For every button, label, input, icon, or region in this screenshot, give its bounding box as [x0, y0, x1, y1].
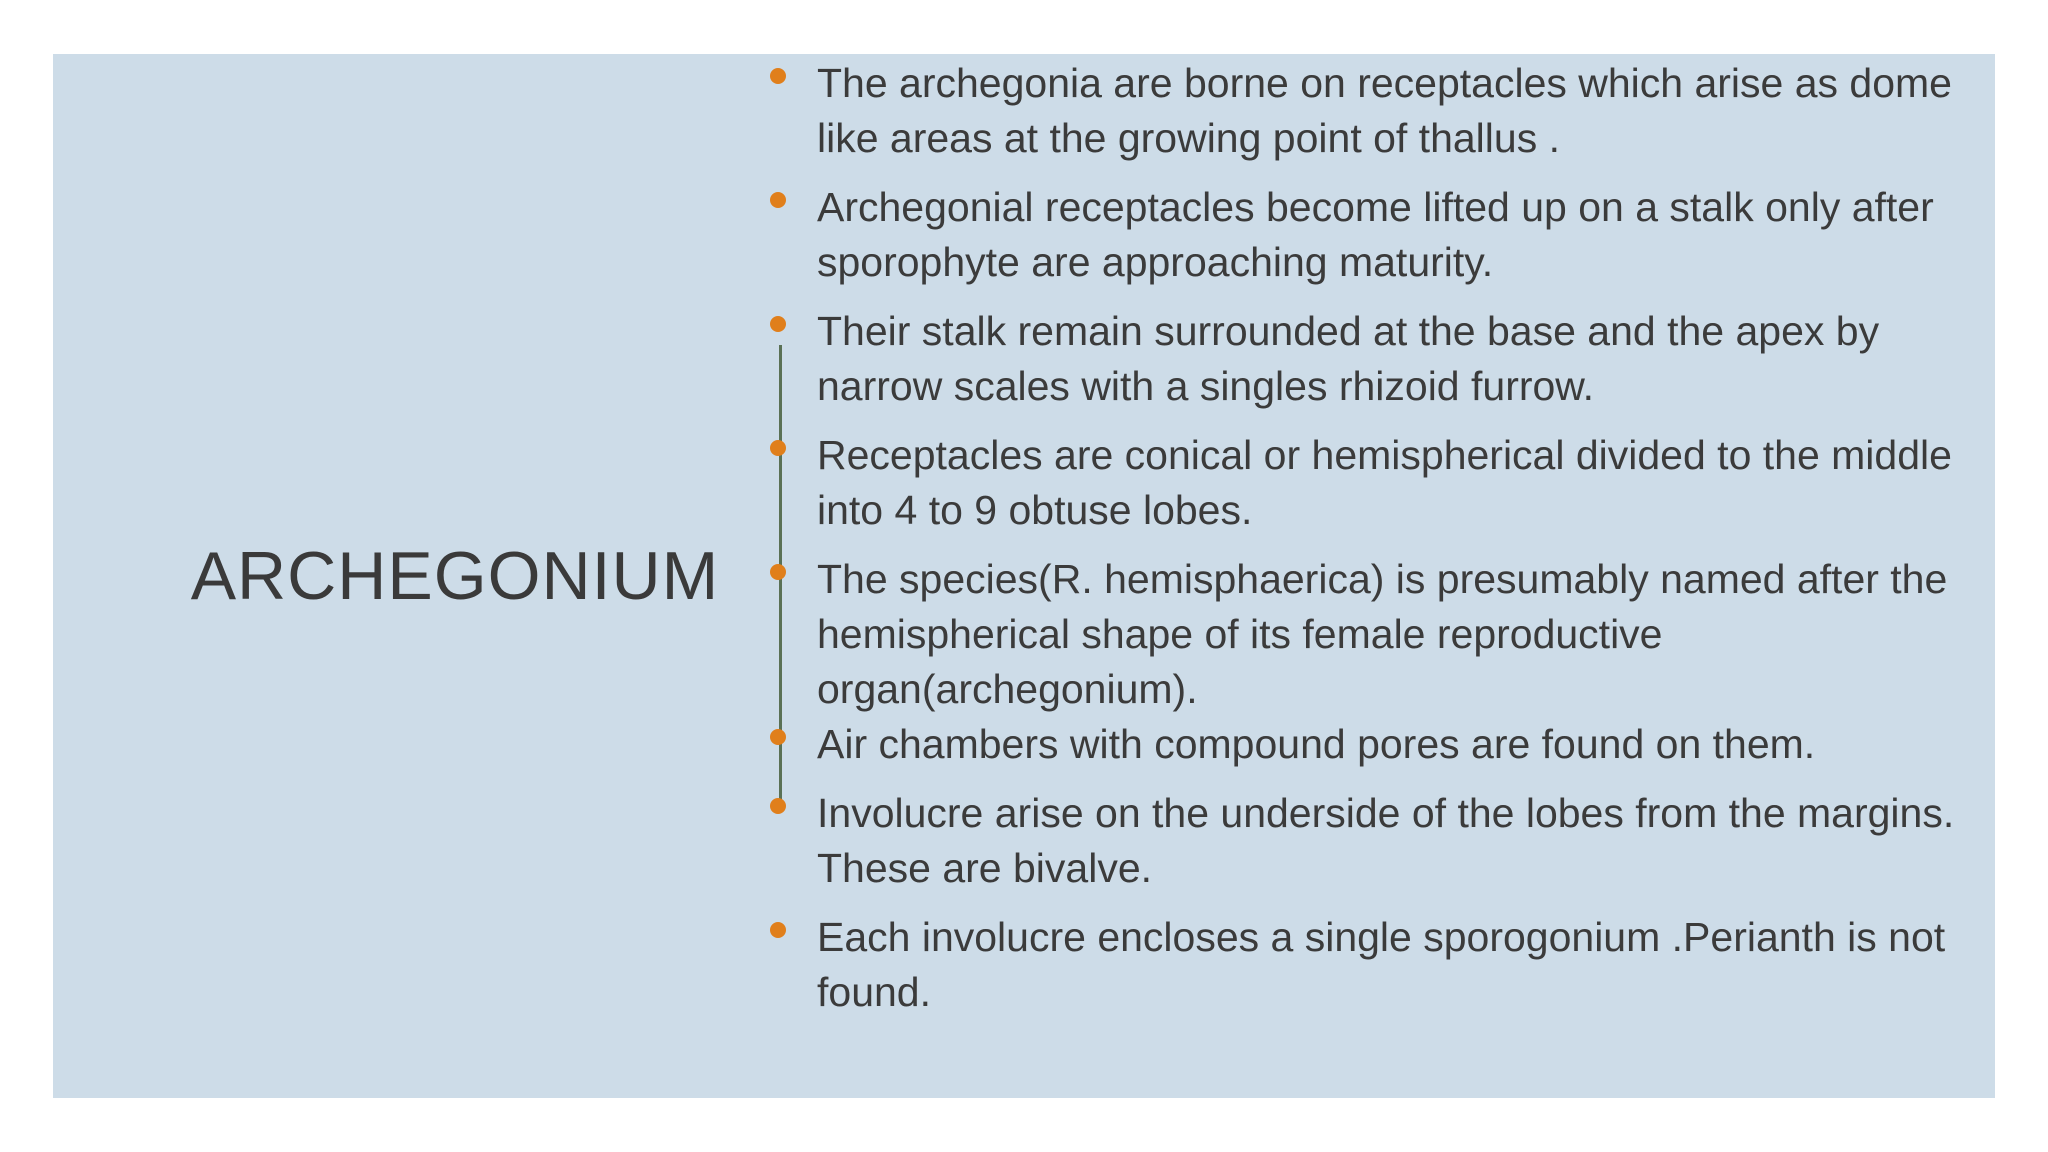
bullet-item — [770, 717, 1980, 772]
bullet-item — [770, 786, 1980, 896]
bullet-text: Receptacles are conical or hemispherical divided to the middle into 4 to 9 obtuse lobes. — [817, 432, 1952, 533]
bullet-dot-icon — [770, 192, 786, 208]
bullet-item — [770, 56, 1980, 166]
bullet-text: The species(R. hemisphaerica) is presumably named after the hemispherical shape of its female reproductive organ(archegonium). — [817, 556, 1948, 712]
bullet-dot-icon — [770, 68, 786, 84]
bullet-dot-icon — [770, 564, 786, 580]
bullet-list — [770, 56, 1980, 1020]
bullet-dot-icon — [770, 729, 786, 745]
bullet-item — [770, 180, 1980, 290]
bullet-text: The archegonia are borne on receptacles which arise as dome like areas at the growing point of thallus . — [817, 60, 1952, 161]
bullet-text: Involucre arise on the underside of the lobes from the margins. These are bivalve. — [817, 790, 1955, 891]
bullet-text: Their stalk remain surrounded at the base and the apex by narrow scales with a singles rhizoid furrow. — [817, 308, 1880, 409]
bullet-text: Each involucre encloses a single sporogonium .Perianth is not found. — [817, 914, 1946, 1015]
bullet-item — [770, 910, 1980, 1020]
bullet-dot-icon — [770, 798, 786, 814]
bullet-text: Archegonial receptacles become lifted up on a stalk only after sporophyte are approaching maturity. — [817, 184, 1934, 285]
bullet-dot-icon — [770, 922, 786, 938]
bullet-dot-icon — [770, 440, 786, 456]
bullet-item — [770, 428, 1980, 538]
slide-title: ARCHEGONIUM — [190, 538, 720, 614]
bullet-item — [770, 304, 1980, 414]
bullet-text: Air chambers with compound pores are found on them. — [817, 721, 1816, 767]
bullet-item — [770, 552, 1980, 717]
bullet-dot-icon — [770, 316, 786, 332]
